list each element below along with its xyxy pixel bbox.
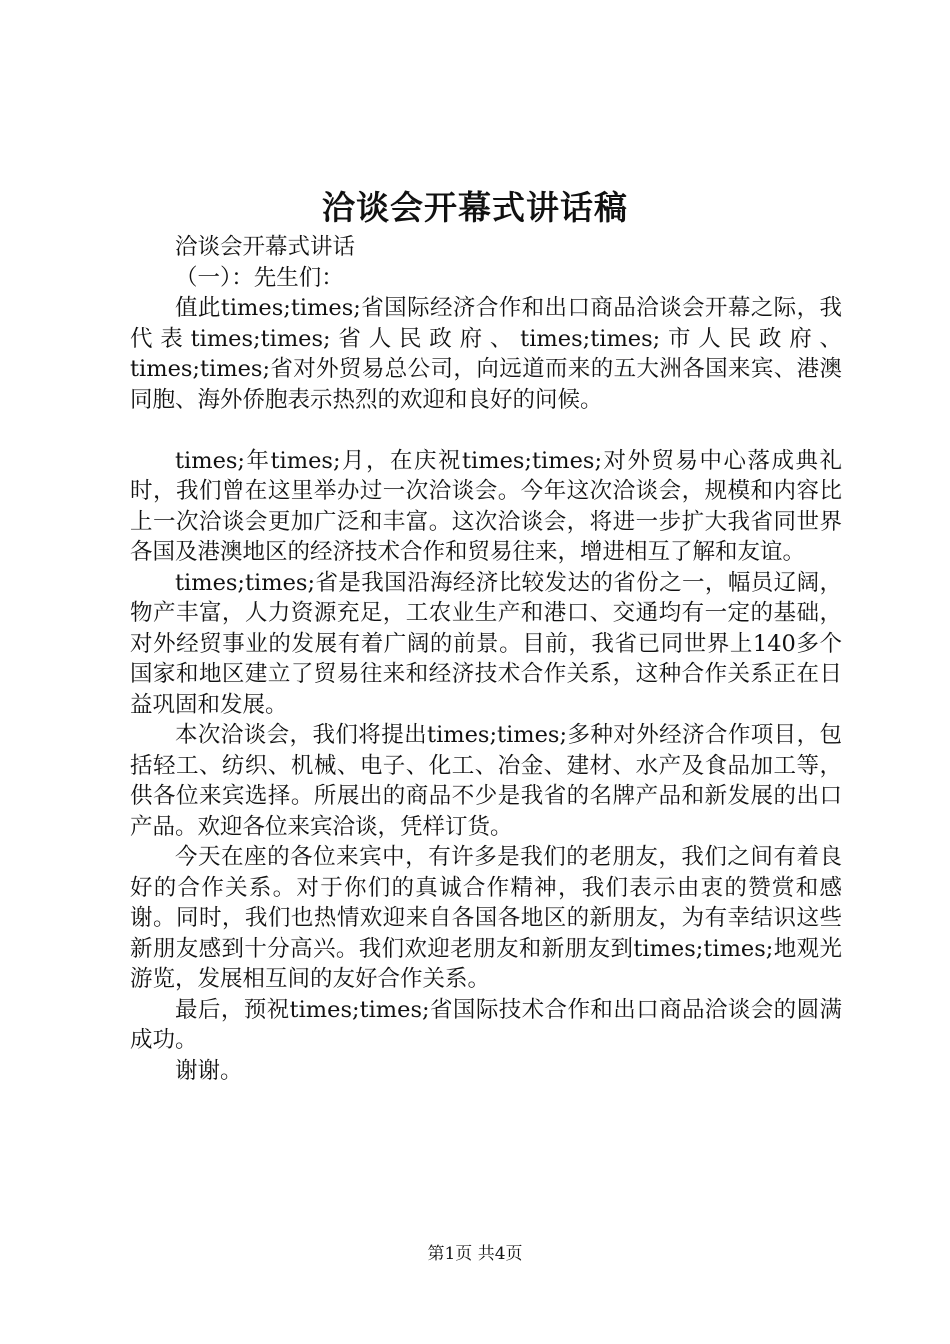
paragraph-thanks: 谢谢。: [175, 1057, 243, 1084]
document-title: 洽谈会开幕式讲话稿: [322, 188, 628, 227]
paragraph-closing: 最后，预祝times;times;省国际技术合作和出口商品洽谈会的圆满成功。: [130, 996, 842, 1053]
document-body: [130, 232, 842, 1086]
paragraph-history: times;年times;月，在庆祝times;times;对外贸易中心落成典礼时，我们曾在这里举办过一次洽谈会。今年这次洽谈会，规模和内容比上一次洽谈会更加广泛和丰富。这次洽谈会，将进一步扩大我省同世界各国及港澳地区的经济技术合作和贸易往来，增进相互了解和友谊。: [130, 447, 842, 565]
page-number-footer: 第1页 共4页: [427, 1244, 523, 1264]
paragraph-salutation: （一）：先生们：: [175, 264, 344, 291]
paragraph-welcome: 值此times;times;省国际经济合作和出口商品洽谈会开幕之际，我代表times;times;省人民政府、times;times;市人民政府、times;times;省对外贸易总公司，向远道而来的五大洲各国来宾、港澳同胞、海外侨胞表示热烈的欢迎和良好的问候。: [130, 295, 842, 413]
paragraph-province: times;times;省是我国沿海经济比较发达的省份之一，幅员辽阔，物产丰富，人力资源充足，工农业生产和港口、交通均有一定的基础，对外经贸事业的发展有着广阔的前景。目前，我省已同世界上140多个国家和地区建立了贸易往来和经济技术合作关系，这种合作关系正在日益巩固和发展。: [130, 569, 842, 718]
paragraph-friends: 今天在座的各位来宾中，有许多是我们的老朋友，我们之间有着良好的合作关系。对于你们的真诚合作精神，我们表示由衷的赞赏和感谢。同时，我们也热情欢迎来自各国各地区的新朋友，为有幸结识这些新朋友感到十分高兴。我们欢迎老朋友和新朋友到times;times;地观光游览，发展相互间的友好合作关系。: [130, 844, 842, 992]
paragraph-subtitle: 洽谈会开幕式讲话: [175, 234, 356, 260]
paragraph-projects: 本次洽谈会，我们将提出times;times;多种对外经济合作项目，包括轻工、纺织、机械、电子、化工、冶金、建材、水产及食品加工等，供各位来宾选择。所展出的商品不少是我省的名牌产品和新发展的出口产品。欢迎各位来宾洽谈，凭样订货。: [130, 722, 842, 840]
